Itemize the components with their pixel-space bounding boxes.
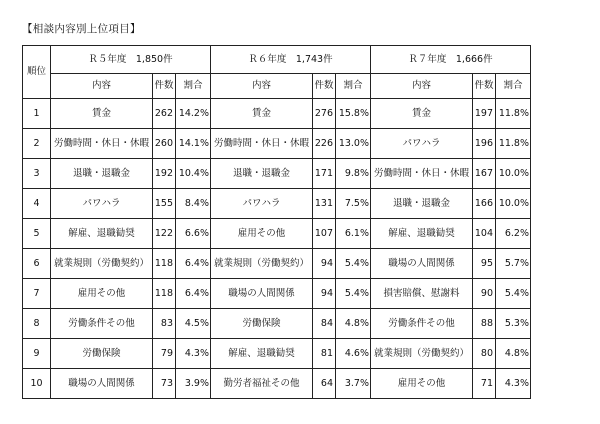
ratio-cell: 4.8% [496,339,531,369]
count-cell: 107 [313,219,336,249]
table-row [23,189,531,219]
ratio-cell: 3.7% [336,369,371,399]
content-cell: 就業規則（労働契約） [371,339,473,369]
table-row [23,99,531,129]
count-cell: 166 [473,189,496,219]
table-row [23,249,531,279]
count-cell: 171 [313,159,336,189]
count-cell: 226 [313,129,336,159]
content-cell: 雇用その他 [211,219,313,249]
content-cell: 就業規則（労働契約） [51,249,153,279]
ratio-cell: 10.0% [496,189,531,219]
table-row [23,159,531,189]
content-cell: 賃金 [51,99,153,129]
ratio-header: 割合 [496,74,531,99]
content-cell: 退職・退職金 [211,159,313,189]
ratio-cell: 14.2% [176,99,211,129]
count-cell: 90 [473,279,496,309]
content-cell: 解雇、退職勧奨 [371,219,473,249]
count-cell: 118 [153,279,176,309]
rank-cell: 7 [23,279,51,309]
content-header: 内容 [51,74,153,99]
table-body [23,46,531,399]
ratio-cell: 5.4% [336,249,371,279]
content-cell: 労働条件その他 [51,309,153,339]
ratio-cell: 4.8% [336,309,371,339]
ratio-cell: 3.9% [176,369,211,399]
count-cell: 260 [153,129,176,159]
content-cell: 退職・退職金 [371,189,473,219]
count-header: 件数 [153,74,176,99]
count-cell: 94 [313,279,336,309]
count-cell: 94 [313,249,336,279]
count-cell: 155 [153,189,176,219]
count-cell: 196 [473,129,496,159]
year-header-r7: Ｒ７年度 1,666件 [371,46,531,74]
content-cell: 解雇、退職勧奨 [51,219,153,249]
count-cell: 80 [473,339,496,369]
ratio-cell: 15.8% [336,99,371,129]
count-cell: 197 [473,99,496,129]
ratio-cell: 6.2% [496,219,531,249]
count-header: 件数 [313,74,336,99]
content-cell: 労働時間・休日・休暇 [371,159,473,189]
content-cell: 職場の人間関係 [371,249,473,279]
rank-header: 順位 [23,46,51,99]
count-cell: 192 [153,159,176,189]
ratio-cell: 5.3% [496,309,531,339]
table-row [23,339,531,369]
content-cell: パワハラ [51,189,153,219]
rank-cell: 2 [23,129,51,159]
header-row-years [23,46,531,74]
consultation-ranking-table [22,45,531,399]
count-cell: 167 [473,159,496,189]
content-cell: 雇用その他 [371,369,473,399]
count-cell: 262 [153,99,176,129]
rank-cell: 6 [23,249,51,279]
count-cell: 104 [473,219,496,249]
page-title: 【相談内容別上位項目】 [22,23,141,35]
count-cell: 81 [313,339,336,369]
content-cell: 解雇、退職勧奨 [211,339,313,369]
content-cell: 勤労者福祉その他 [211,369,313,399]
content-cell: 損害賠償、慰謝料 [371,279,473,309]
ratio-cell: 14.1% [176,129,211,159]
year-header-r5: Ｒ５年度 1,850件 [51,46,211,74]
ratio-cell: 4.3% [176,339,211,369]
ratio-cell: 5.4% [336,279,371,309]
count-cell: 64 [313,369,336,399]
ratio-cell: 7.5% [336,189,371,219]
rank-cell: 3 [23,159,51,189]
ratio-header: 割合 [336,74,371,99]
content-cell: パワハラ [371,129,473,159]
ratio-cell: 6.6% [176,219,211,249]
ratio-cell: 4.6% [336,339,371,369]
rank-cell: 5 [23,219,51,249]
count-cell: 88 [473,309,496,339]
count-cell: 131 [313,189,336,219]
ratio-cell: 9.8% [336,159,371,189]
content-cell: パワハラ [211,189,313,219]
ratio-cell: 8.4% [176,189,211,219]
content-cell: 労働条件その他 [371,309,473,339]
content-cell: 労働保険 [51,339,153,369]
ratio-cell: 6.1% [336,219,371,249]
content-cell: 退職・退職金 [51,159,153,189]
rank-cell: 1 [23,99,51,129]
ratio-cell: 11.8% [496,99,531,129]
count-cell: 84 [313,309,336,339]
table-row [23,219,531,249]
content-cell: 雇用その他 [51,279,153,309]
count-cell: 95 [473,249,496,279]
content-cell: 就業規則（労働契約） [211,249,313,279]
ratio-cell: 5.7% [496,249,531,279]
rank-cell: 4 [23,189,51,219]
content-cell: 労働保険 [211,309,313,339]
ratio-cell: 4.5% [176,309,211,339]
table-row [23,309,531,339]
content-header: 内容 [211,74,313,99]
ratio-cell: 13.0% [336,129,371,159]
content-cell: 労働時間・休日・休暇 [51,129,153,159]
content-header: 内容 [371,74,473,99]
count-cell: 83 [153,309,176,339]
ratio-header: 割合 [176,74,211,99]
count-header: 件数 [473,74,496,99]
ratio-cell: 10.0% [496,159,531,189]
ratio-cell: 10.4% [176,159,211,189]
ratio-cell: 5.4% [496,279,531,309]
content-cell: 職場の人間関係 [51,369,153,399]
content-cell: 賃金 [211,99,313,129]
table-row [23,369,531,399]
count-cell: 122 [153,219,176,249]
rank-cell: 10 [23,369,51,399]
ratio-cell: 4.3% [496,369,531,399]
ratio-cell: 11.8% [496,129,531,159]
ratio-cell: 6.4% [176,279,211,309]
header-row-columns [23,74,531,99]
rank-cell: 8 [23,309,51,339]
count-cell: 276 [313,99,336,129]
table-row [23,279,531,309]
table-row [23,129,531,159]
content-cell: 職場の人間関係 [211,279,313,309]
ratio-cell: 6.4% [176,249,211,279]
content-cell: 賃金 [371,99,473,129]
rank-cell: 9 [23,339,51,369]
year-header-r6: Ｒ６年度 1,743件 [211,46,371,74]
count-cell: 71 [473,369,496,399]
content-cell: 労働時間・休日・休暇 [211,129,313,159]
count-cell: 118 [153,249,176,279]
count-cell: 79 [153,339,176,369]
count-cell: 73 [153,369,176,399]
